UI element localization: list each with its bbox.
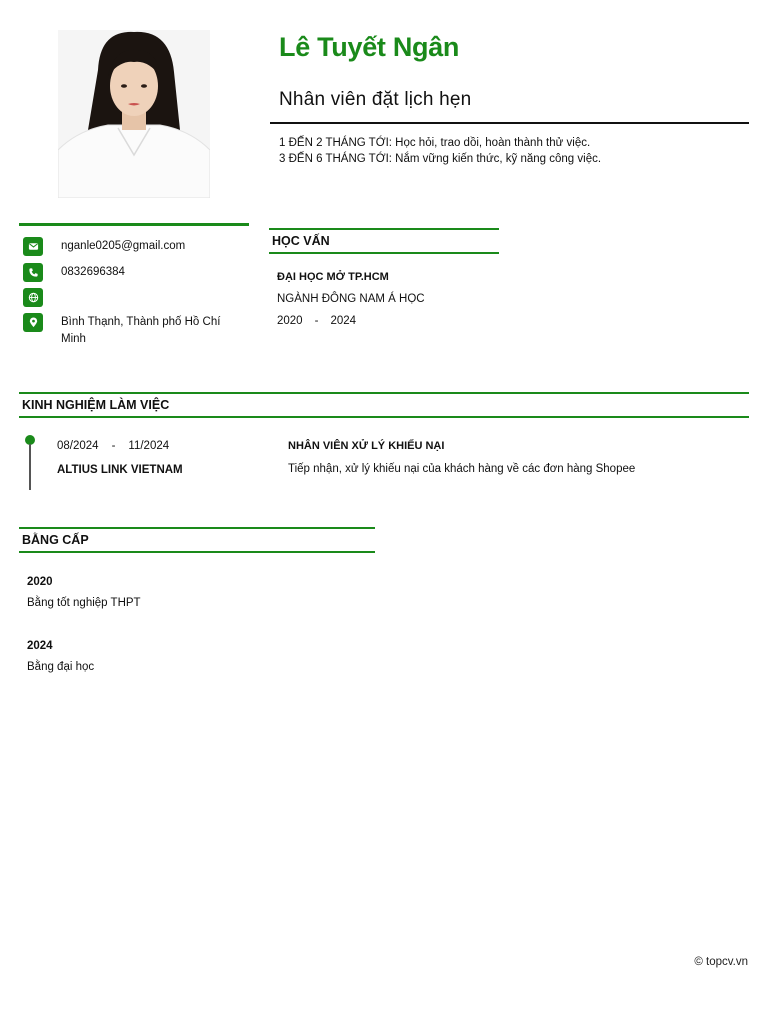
education-start: 2020 xyxy=(277,315,303,327)
contact-address xyxy=(23,313,238,348)
career-objective xyxy=(279,135,601,167)
timeline-line xyxy=(29,444,31,490)
contact-email xyxy=(23,237,238,256)
header-divider xyxy=(270,122,749,124)
certificates-heading: BẰNG CẤP xyxy=(19,527,375,553)
contact-website xyxy=(23,288,238,307)
experience-end: 11/2024 xyxy=(128,440,170,452)
date-separator: - xyxy=(111,440,116,452)
contact-phone xyxy=(23,263,238,282)
candidate-name: Lê Tuyết Ngân xyxy=(279,32,460,62)
profile-photo xyxy=(58,30,210,198)
education-school: ĐẠI HỌC MỞ TP.HCM xyxy=(277,271,389,283)
envelope-icon xyxy=(23,237,43,256)
date-separator: - xyxy=(314,315,319,327)
contact-divider xyxy=(19,223,249,226)
objective-line: 3 ĐẾN 6 THÁNG TỚI: Nắm vững kiến thức, kỹ năng công việc. xyxy=(279,153,602,165)
education-dates xyxy=(277,315,356,327)
certificate-year: 2020 xyxy=(27,576,53,588)
experience-dates xyxy=(57,440,169,452)
experience-role: NHÂN VIÊN XỬ LÝ KHIẾU NẠI xyxy=(288,440,445,452)
objective-line: 1 ĐẾN 2 THÁNG TỚI: Học hỏi, trao dồi, hoàn thành thử việc. xyxy=(279,137,591,149)
experience-description: Tiếp nhận, xử lý khiếu nại của khách hàng về các đơn hàng Shopee xyxy=(288,463,636,475)
phone-icon xyxy=(23,263,43,282)
education-end: 2024 xyxy=(330,315,357,327)
education-major: NGÀNH ĐÔNG NAM Á HỌC xyxy=(277,293,425,305)
email-text: nganle0205@gmail.com xyxy=(61,240,186,252)
education-heading: HỌC VẤN xyxy=(269,228,499,254)
address-text: Bình Thạnh, Thành phố Hồ Chí Minh xyxy=(61,316,221,345)
experience-company: ALTIUS LINK VIETNAM xyxy=(57,464,183,476)
certificate-name: Bằng tốt nghiệp THPT xyxy=(27,597,141,609)
certificate-year: 2024 xyxy=(27,640,53,652)
experience-heading: KINH NGHIỆM LÀM VIỆC xyxy=(19,392,749,418)
job-position: Nhân viên đặt lịch hẹn xyxy=(279,89,472,110)
globe-icon xyxy=(23,288,43,307)
footer-brand: © topcv.vn xyxy=(694,956,748,968)
location-pin-icon xyxy=(23,313,43,332)
certificate-name: Bằng đại học xyxy=(27,661,95,673)
experience-start: 08/2024 xyxy=(57,440,99,452)
phone-text: 0832696384 xyxy=(61,266,125,278)
